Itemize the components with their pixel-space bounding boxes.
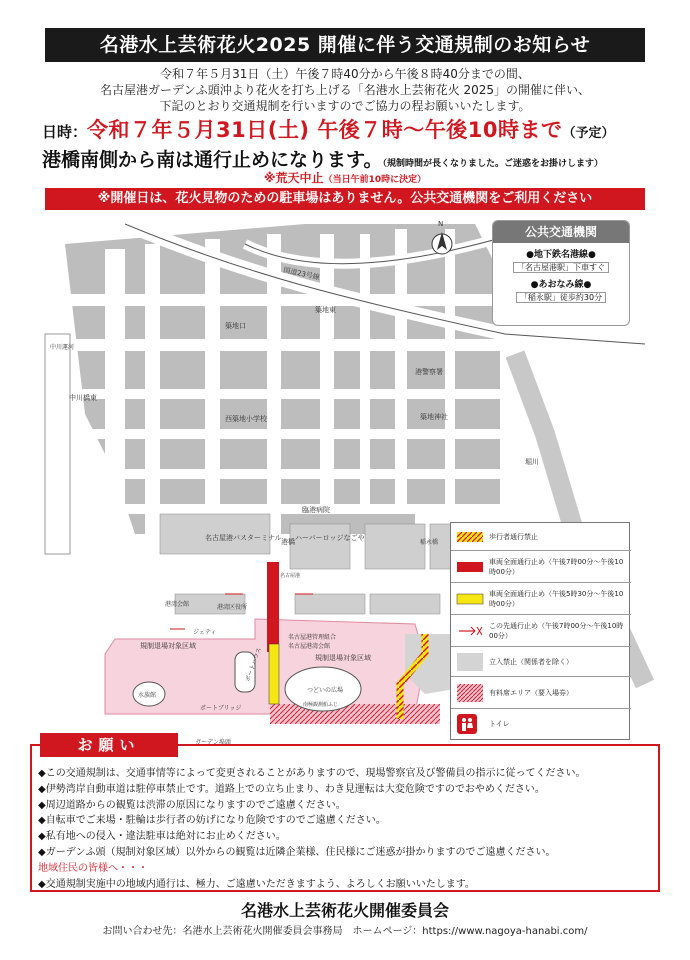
toilet-icon [457, 714, 477, 734]
transit-aonami-station-wrap [493, 292, 629, 303]
label-inaei-bridge: 稲永橋 [420, 539, 439, 546]
request-item: ◆私有地への侵入・違法駐車は絶対にお止めください。 [38, 831, 286, 843]
legend-row [451, 709, 631, 739]
legend-text: トイレ [489, 720, 510, 728]
intro-line: 名古屋港ガーデンふ頭沖より花火を打ち上げる「名港水上芸術花火 2025」の開催に伴い、 [99, 83, 591, 97]
request-item-residents: 地域住民の皆様へ・・・ [38, 862, 148, 874]
label-school: 西築地小学校 [225, 415, 267, 423]
hatch-red-icon [457, 684, 483, 702]
label-hospital: 臨港病院 [302, 506, 330, 514]
legend-row [451, 583, 631, 615]
intro-line: 下記のとおり交通規制を行いますのでご協力の程お願いいたします。 [159, 99, 531, 113]
closure-yellow-road [269, 644, 279, 704]
parking-notice: ※開催日は、花火見物のための駐車場はありません。公共交通機関をご利用ください [45, 188, 645, 210]
intro-text [40, 66, 650, 114]
label-nakagawa-canal: 中川運河 [50, 344, 75, 351]
transit-aonami: ●あおなみ線● [530, 280, 592, 290]
label-nakagawa-bridge: 中川橋東 [69, 394, 97, 402]
hatch-yellow-icon [457, 532, 483, 542]
label-regulated-1: 規制退場対象区域 [140, 642, 196, 650]
legend-row [451, 677, 631, 709]
page-title: 名港水上芸術花火2025 開催に伴う交通規制のお知らせ [45, 28, 645, 62]
closure-main: 港橋南側から南は通行止めになります。 [42, 149, 383, 171]
legend-text: 車両全面通行止め（午後5時30分〜午後10時00分） [489, 590, 624, 608]
label-minato-police: 港警察署 [415, 368, 443, 376]
label-ward-office: 港湾区役所 [217, 604, 248, 611]
rain-cancel-note: （当日午前10時に決定） [323, 175, 427, 185]
restricted-icon [457, 653, 483, 671]
label-harbor-lodge: ハーバーロッジなごや [295, 534, 365, 542]
closure-note: （規制時間が長くなりました。ご迷惑をお掛けします） [382, 159, 603, 169]
legend-text: この先通行止め（午後7時00分〜午後10時00分） [489, 622, 624, 640]
rain-cancel-text: ※荒天中止 [263, 171, 324, 185]
label-regulated-2: 規制退場対象区域 [315, 654, 371, 662]
organizer-name: 名港水上芸術花火開催委員会 [240, 901, 449, 920]
label-tsukiji-guchi: 築地口 [225, 322, 246, 330]
label-jetty: ジェティ [193, 629, 217, 636]
nakagawa-canal [45, 334, 70, 554]
contact-info: お問い合わせ先：名港水上芸術花火開催委員会事務局 ホームページ：https://www.nagoya-hanabi.com/ [102, 926, 588, 937]
intro-line: 令和７年５月31日（土）午後７時40分から午後８時40分までの間、 [160, 67, 530, 81]
datetime-note: （予定） [562, 126, 615, 141]
transit-aonami-station: 「稲永駅」徒歩約30分 [516, 292, 606, 303]
legend-row [451, 615, 631, 647]
label-memorial: 南極観測船ふじ [303, 702, 339, 708]
transit-heading: 公共交通機関 [493, 221, 629, 243]
legend-text: 車両全面通行止め（午後7時00分〜午後10時00分） [489, 558, 624, 576]
datetime-label: 日時： [42, 123, 88, 141]
label-port-hall: 名古屋港湾会館 [288, 643, 331, 650]
map-legend [450, 522, 630, 740]
request-item: ◆ガーデンふ頭（規制対象区域）以外からの観覧は近隣企業様、住民様にご迷惑が掛かりますのでご遠慮ください。 [38, 846, 556, 858]
request-item: ◆自転車でご来場・駐輪は歩行者の妨げになり危険ですのでご遠慮ください。 [38, 815, 386, 827]
public-transit-box [492, 220, 630, 326]
label-port-admin: 名古屋港管理組合 [288, 634, 337, 641]
yellow-closure-icon [457, 594, 483, 604]
legend-row [451, 551, 631, 583]
transit-subway: ●地下鉄名港線● [526, 250, 596, 260]
legend-text: 立入禁止（関係者を除く） [489, 658, 573, 666]
label-garden-pier: ガーデン埠頭 [195, 739, 231, 746]
closure-red-road [267, 562, 279, 652]
request-title: お願い [40, 733, 178, 757]
legend-row [451, 523, 631, 551]
paid-seat-area [270, 704, 440, 724]
rain-cancel-row [0, 169, 690, 186]
label-station: 名古屋港 [280, 573, 301, 579]
label-port-house: ポートハウス [244, 646, 264, 683]
legend-text: 歩行者通行禁止 [489, 533, 538, 541]
label-minato-bridge: 港橋 [281, 538, 295, 546]
label-route23: 国道23号線 [282, 266, 321, 282]
request-item: ◆伊勢湾岸自動車道は駐停車禁止です。道路上での立ち止まり、わき見運転は大変危険ですのでおやめください。 [38, 783, 545, 795]
legend-text: 有料席エリア（要入場券） [489, 689, 573, 697]
label-aquarium: 水族館 [138, 692, 157, 699]
label-hori-river: 堀川 [525, 458, 539, 466]
label-shrine: 築地神社 [420, 413, 448, 421]
label-tsukiji-east: 築地東 [315, 306, 336, 314]
datetime-row [42, 114, 662, 146]
request-item: ◆周辺道路からの観覧は渋滞の原因になりますのでご遠慮ください。 [38, 799, 346, 811]
red-closure-icon [457, 562, 483, 572]
legend-row [451, 647, 631, 677]
stop-arrow-icon [457, 625, 483, 637]
label-garden-square: つどいの広場 [307, 687, 344, 694]
north-label: N [438, 220, 444, 228]
label-port-bridge: ポートブリッジ [200, 705, 242, 712]
request-list [38, 766, 654, 892]
closure-row [42, 145, 662, 172]
label-bus-terminal: 名古屋港バスターミナル [205, 534, 282, 542]
request-item: ◆交通規制実施中の地域内通行は、極力、ご遠慮いただきますよう、よろしくお願いいたします。 [38, 878, 475, 890]
transit-subway-station-wrap [493, 262, 629, 273]
datetime-value: 令和７年５月31日(土) 午後７時〜午後10時まで [87, 118, 563, 142]
transit-subway-station: 「名古屋港駅」下車すぐ [513, 262, 609, 273]
request-item: ◆この交通規制は、交通事情等によって変更されることがありますので、現場警察官及び警備員の指示に従ってください。 [38, 768, 586, 779]
label-port-office: 港湾会館 [165, 601, 190, 608]
